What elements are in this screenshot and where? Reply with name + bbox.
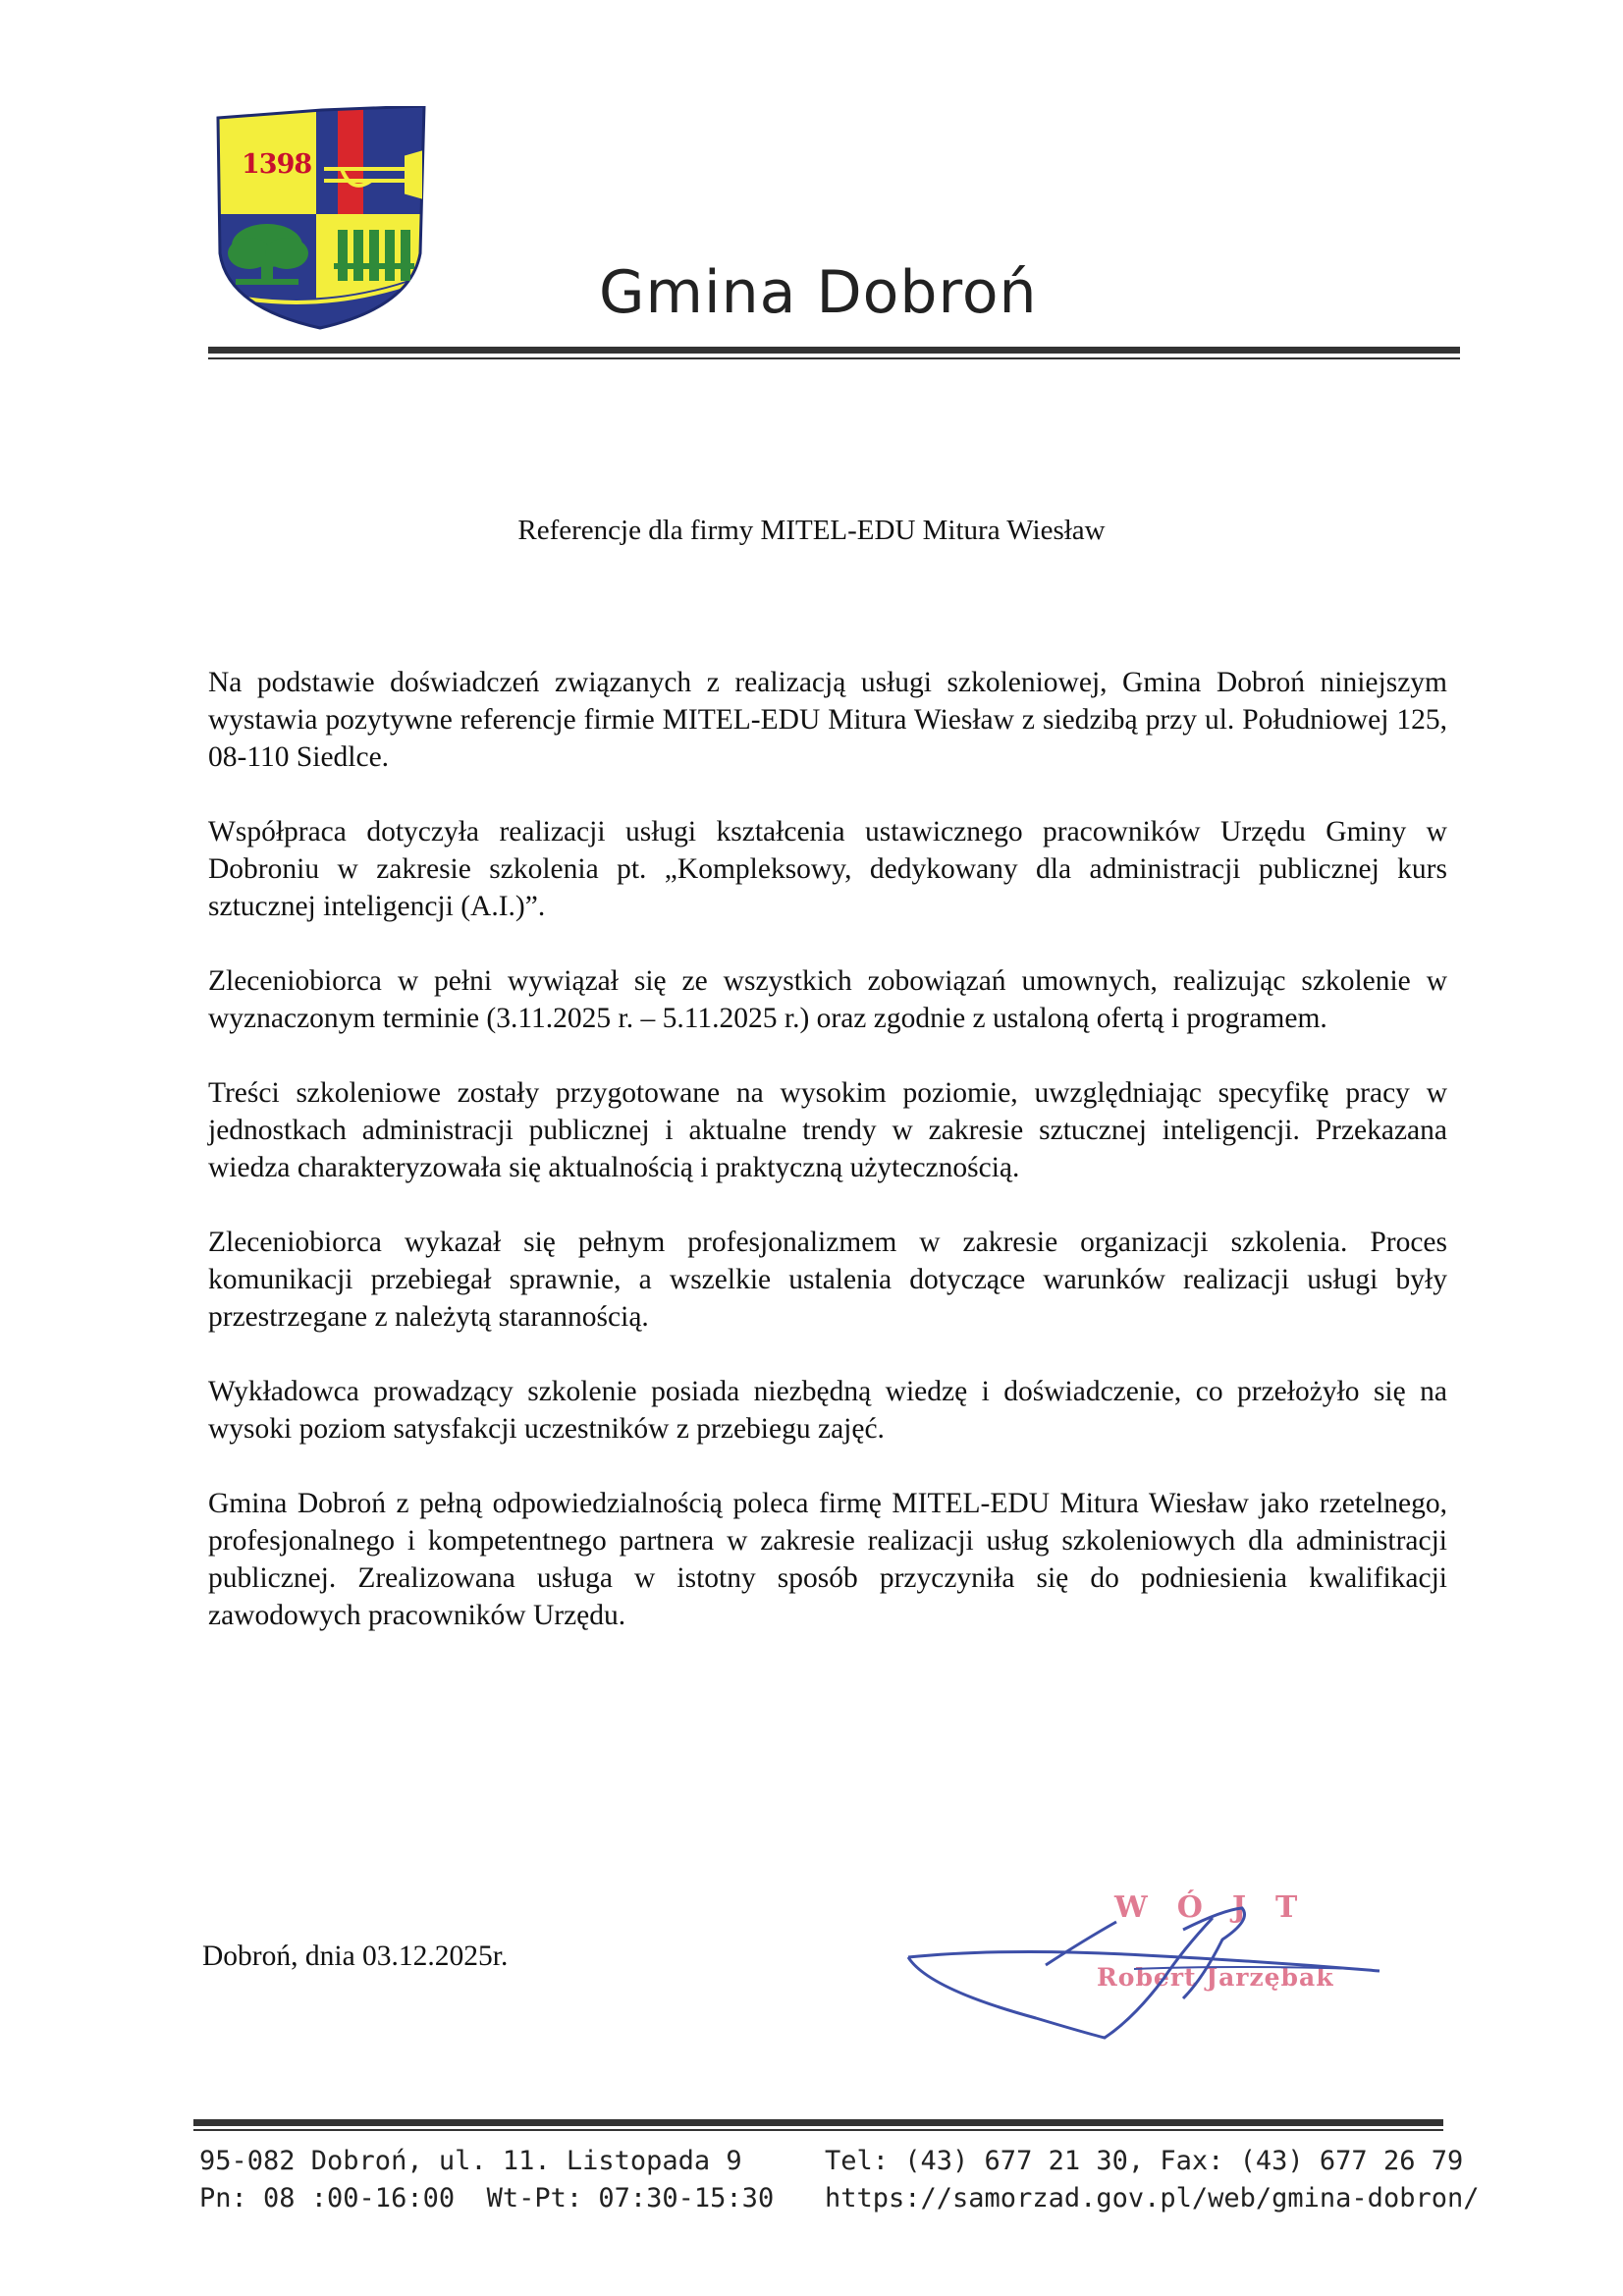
footer-phone-fax: Tel: (43) 677 21 30, Fax: (43) 677 26 79 — [825, 2146, 1464, 2176]
document-heading: Referencje dla firmy MITEL-EDU Mitura Wiesław — [517, 515, 1106, 546]
footer-office-hours: Pn: 08 :00-16:00 Wt-Pt: 07:30-15:30 — [199, 2183, 775, 2214]
paragraph-cooperation: Współpraca dotyczyła realizacji usługi kształcenia ustawicznego pracowników Urzędu Gminy w Dobroniu w zakresie szkolenia pt. „Kompleksowy, dedykowany dla administracji publicznej kurs sztucznej inteligencji (A.I.)”. — [208, 816, 1447, 922]
footer-address: 95-082 Dobroń, ul. 11. Listopada 9 — [199, 2146, 742, 2176]
footer-rule-thick — [193, 2119, 1443, 2126]
header-rule-thin — [208, 357, 1460, 359]
paragraph-recommendation: Gmina Dobroń z pełną odpowiedzialnością poleca firmę MITEL-EDU Mitura Wiesław jako rzetelnego, profesjonalnego i kompetentnego partnera w zakresie realizacji usług szkoleniowych dla administracji publicznej. Zrealizowana usługa w istotny sposób przyczyniła się do podniesienia kwalifikacji zawodowych pracowników Urzędu. — [208, 1488, 1447, 1631]
paragraph-lecturer: Wykładowca prowadzący szkolenie posiada niezbędną wiedzę i doświadczenie, co przełożyło się na wysoki poziom satysfakcji uczestników z przebiegu zajęć. — [208, 1376, 1447, 1445]
footer-rule-thin — [193, 2129, 1443, 2131]
paragraph-content: Treści szkoleniowe zostały przygotowane na wysokim poziomie, uwzględniając specyfikę pracy w jednostkach administracji publicznej i aktualne trendy w zakresie sztucznej inteligencji. Przekazana wiedza charakteryzowała się aktualnością i praktyczną użytecznością. — [208, 1077, 1447, 1183]
place-and-date: Dobroń, dnia 03.12.2025r. — [202, 1941, 509, 1972]
footer-contact-left — [199, 2143, 774, 2217]
stamp-name: Robert Jarzębak — [1097, 1963, 1334, 1992]
coat-of-arms-shield — [214, 106, 428, 332]
paragraph-professionalism: Zleceniobiorca wykazał się pełnym profesjonalizmem w zakresie organizacji szkolenia. Proces komunikacji przebiegał sprawnie, a wszelkie ustalenia dotyczące warunków realizacji usługi były przestrzegane z należytą starannością. — [208, 1227, 1447, 1333]
organization-title: Gmina Dobroń — [599, 258, 1038, 327]
paragraph-contractor: Zleceniobiorca w pełni wywiązał się ze wszystkich zobowiązań umownych, realizując szkolenie w wyznaczonym terminie (3.11.2025 r. – 5.11.2025 r.) oraz zgodnie z ustaloną ofertą i programem. — [208, 965, 1447, 1034]
paragraph-intro: Na podstawie doświadczeń związanych z realizacją usługi szkoleniowej, Gmina Dobroń niniejszym wystawia pozytywne referencje firmie MITEL-EDU Mitura Wiesław z siedzibą przy ul. Południowej 125, 08-110 Siedlce. — [208, 667, 1447, 773]
coat-of-arms — [214, 106, 428, 332]
signature-block — [889, 1871, 1399, 2057]
letter-body — [208, 664, 1447, 1671]
handwritten-signature — [889, 1871, 1399, 2057]
crest-year-label: 1398 — [242, 149, 312, 180]
header-rule-thick — [208, 347, 1460, 354]
footer-website-link[interactable]: https://samorzad.gov.pl/web/gmina-dobron/ — [825, 2183, 1480, 2214]
footer-contact-right — [825, 2143, 1480, 2217]
stamp-title: WÓJT — [1114, 1890, 1327, 1925]
